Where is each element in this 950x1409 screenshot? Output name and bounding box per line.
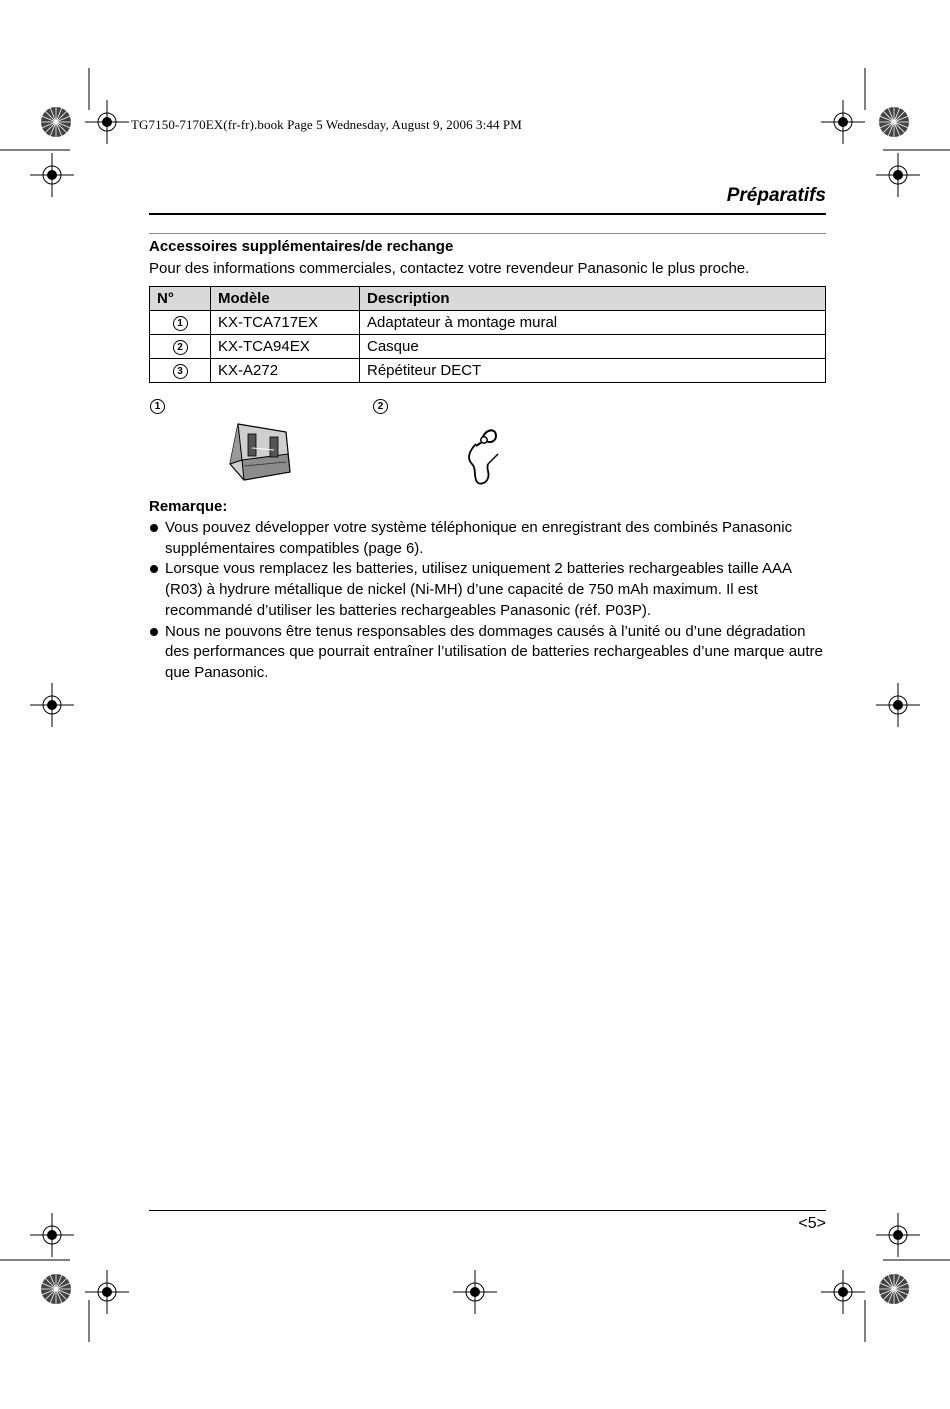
table-row bbox=[150, 359, 826, 383]
row-model: KX-A272 bbox=[211, 359, 360, 383]
wall-mount-adapter-icon bbox=[222, 420, 296, 482]
subheader-rule bbox=[149, 233, 826, 234]
column-header-model: Modèle bbox=[211, 287, 360, 311]
table-row bbox=[150, 311, 826, 335]
list-item: Nous ne pouvons être tenus responsables des dommages causés à l’unité ou d’une dégradation des performances que pourrait entraîner l’utilisation de batteries rechargeables d’une marque autre que Panasonic. bbox=[149, 622, 829, 684]
page-number: <5> bbox=[798, 1215, 826, 1232]
column-header-number: N° bbox=[150, 287, 211, 311]
header-rule bbox=[149, 213, 826, 215]
accessories-table bbox=[149, 286, 826, 383]
image-label-1: 1 bbox=[150, 397, 165, 414]
row-number: 3 bbox=[150, 359, 211, 383]
intro-text: Pour des informations commerciales, contactez votre revendeur Panasonic le plus proche. bbox=[149, 260, 750, 277]
headset-icon bbox=[460, 424, 508, 486]
footer-rule bbox=[149, 1210, 826, 1211]
accessories-heading: Accessoires supplémentaires/de rechange bbox=[149, 238, 454, 255]
remarque-list bbox=[149, 518, 829, 684]
image-label-2: 2 bbox=[373, 397, 388, 414]
row-model: KX-TCA717EX bbox=[211, 311, 360, 335]
row-model: KX-TCA94EX bbox=[211, 335, 360, 359]
row-number: 1 bbox=[150, 311, 211, 335]
table-row bbox=[150, 335, 826, 359]
section-title: Préparatifs bbox=[726, 185, 826, 206]
row-description: Répétiteur DECT bbox=[360, 359, 826, 383]
file-header: TG7150-7170EX(fr-fr).book Page 5 Wednesday, August 9, 2006 3:44 PM bbox=[131, 117, 522, 132]
remarque-title: Remarque: bbox=[149, 498, 228, 515]
row-description: Casque bbox=[360, 335, 826, 359]
column-header-description: Description bbox=[360, 287, 826, 311]
row-description: Adaptateur à montage mural bbox=[360, 311, 826, 335]
table-header-row bbox=[150, 287, 826, 311]
row-number: 2 bbox=[150, 335, 211, 359]
list-item: Lorsque vous remplacez les batteries, utilisez uniquement 2 batteries rechargeables taille AAA (R03) à hydrure métallique de nickel (Ni-MH) d’une capacité de 750 mAh maximum. Il est recommandé d’utiliser les batteries rechargeables Panasonic (réf. P03P). bbox=[149, 559, 829, 621]
list-item: Vous pouvez développer votre système téléphonique en enregistrant des combinés Panasonic supplémentaires compatibles (page 6). bbox=[149, 518, 829, 559]
